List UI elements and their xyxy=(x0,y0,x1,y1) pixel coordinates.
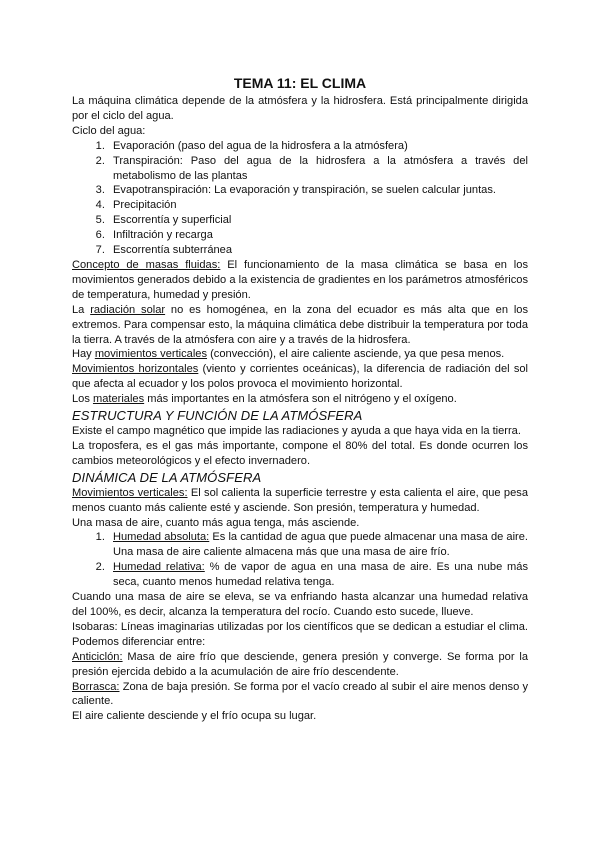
estructura-heading: ESTRUCTURA Y FUNCIÓN DE LA ATMÓSFERA xyxy=(72,408,363,424)
list-item xyxy=(108,560,528,590)
list-item: 5. Escorrentía y superficial xyxy=(108,213,528,228)
isobaras-paragraph: Isobaras: Líneas imaginarias utilizadas por los científicos que se dedican a estudiar el clima. Podemos diferenciar entre: xyxy=(72,620,528,648)
anticiclon-paragraph xyxy=(72,650,528,680)
dinamica-verticales-paragraph xyxy=(72,486,528,516)
dinamica-verticales-term: Movimientos verticales: xyxy=(72,486,188,499)
radiacion-term: radiación solar xyxy=(90,303,166,316)
estructura-p2: La troposfera, es el gas más importante, compone el 80% del total. Es donde ocurren los cambios meteorológicos y el efecto invernadero. xyxy=(72,439,528,467)
horizontales-paragraph xyxy=(72,362,528,392)
dinamica-verticales-text: El sol calienta la superficie terrestre y esta calienta el aire, que pesa menos cuanto más caliente esté y asciende. Son presión, temperatura y humedad. xyxy=(72,486,528,514)
verticales-text: (convección), el aire caliente asciende, ya que pesa menos. xyxy=(207,348,505,361)
horizontales-text: (viento y corrientes oceánicas), la diferencia de radiación del sol que afecta al ecuador y los polos provoca el movimiento horizontal. xyxy=(72,363,529,391)
list-item xyxy=(108,530,528,560)
ciclo-list xyxy=(72,139,528,258)
list-item: 2. Transpiración: Paso del agua de la hidrosfera a la atmósfera a través del metabolismo de las plantas xyxy=(108,154,528,184)
dinamica-heading: DINÁMICA DE LA ATMÓSFERA xyxy=(72,469,262,485)
masa-paragraph: Una masa de aire, cuanto más agua tenga, más asciende. xyxy=(72,516,360,529)
horizontales-term: Movimientos horizontales xyxy=(72,363,199,376)
borrasca-paragraph xyxy=(72,680,528,710)
anticiclon-text: Masa de aire frío que desciende, genera presión y converge. Se forma por la presión ejercida debido a la acumulación de aire frío descendente. xyxy=(72,650,528,678)
humedad-relativa-text: % de vapor de agua en una masa de aire. Es una nube más seca, cuanto menos humedad relativa tenga. xyxy=(113,561,529,589)
materiales-text: más importantes en la atmósfera son el nitrógeno y el oxígeno. xyxy=(144,393,457,406)
concepto-paragraph xyxy=(72,258,528,303)
humedad-relativa-term: Humedad relativa: xyxy=(113,561,205,574)
verticales-paragraph xyxy=(72,347,528,362)
radiacion-paragraph xyxy=(72,303,528,348)
concepto-term: Concepto de masas fluidas: xyxy=(72,258,221,271)
anticiclon-term: Anticiclón: xyxy=(72,650,123,663)
estructura-p1: Existe el campo magnético que impide las radiaciones y ayuda a que haya vida en la tierra. xyxy=(72,425,521,438)
final-paragraph: El aire caliente desciende y el frío ocupa su lugar. xyxy=(72,710,317,723)
materiales-paragraph xyxy=(72,392,528,407)
list-item: 1. Evaporación (paso del agua de la hidrosfera a la atmósfera) xyxy=(108,139,528,154)
humedad-absoluta-text: Es la cantidad de agua que puede almacenar una masa de aire. Una masa de aire caliente almacena más que una masa de aire frío. xyxy=(113,531,528,559)
humedad-list xyxy=(72,530,528,590)
list-item: 3. Evapotranspiración: La evaporación y transpiración, se suelen calcular juntas. xyxy=(108,183,528,198)
borrasca-term: Borrasca: xyxy=(72,680,120,693)
page-title: TEMA 11: EL CLIMA xyxy=(233,75,367,91)
verticales-term: movimientos verticales xyxy=(94,348,208,361)
radiacion-text: no es homogénea, en la zona del ecuador es más alta que en los extremos. Para compensar esto, la máquina climática debe distribuir la temperatura por toda la tierra. A través de la atmósfera con aire y a través de la hidrosfera. xyxy=(72,303,529,346)
list-item: 4. Precipitación xyxy=(108,198,528,213)
materiales-pre: Los xyxy=(72,393,93,406)
concepto-text: El funcionamiento de la masa climática se basa en los movimientos generados debido a la existencia de gradientes en los parámetros atmosféricos de temperatura, humedad y presión. xyxy=(72,258,528,301)
verticales-pre: Hay xyxy=(72,348,95,361)
list-item: 6. Infiltración y recarga xyxy=(108,228,528,243)
borrasca-text: Zona de baja presión. Se forma por el vacío creado al subir el aire menos denso y caliente. xyxy=(72,680,528,708)
ciclo-label: Ciclo del agua: xyxy=(72,124,146,137)
radiacion-pre: La xyxy=(72,303,91,316)
list-item: 7. Escorrentía subterránea xyxy=(108,243,528,258)
rocio-paragraph: Cuando una masa de aire se eleva, se va enfriando hasta alcanzar una humedad relativa del 100%, es decir, alcanza la temperatura del rocío. Cuando esto sucede, llueve. xyxy=(72,591,528,618)
humedad-absoluta-term: Humedad absoluta: xyxy=(113,531,210,544)
intro-paragraph: La máquina climática depende de la atmósfera y la hidrosfera. Está principalmente dirigida por el ciclo del agua. xyxy=(72,95,528,122)
materiales-term: materiales xyxy=(92,393,145,406)
